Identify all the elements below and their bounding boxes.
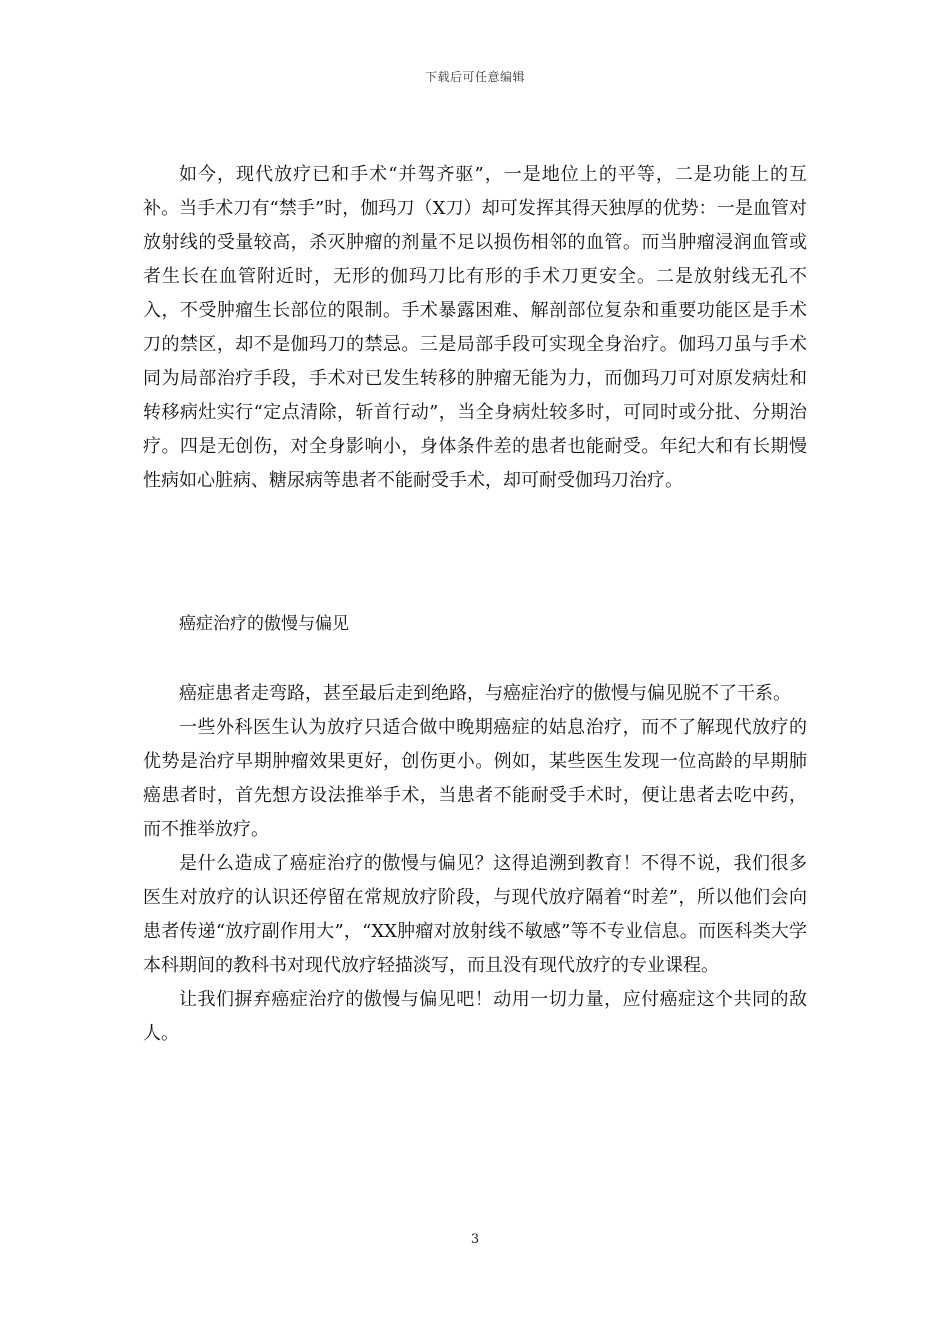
paragraph-education-cause: 是什么造成了癌症治疗的傲慢与偏见？这得追溯到教育！不得不说，我们很多医生对放疗的认识还停留在常规放疗阶段，与现代放疗隔着“时差”，所以他们会向患者传递“放疗副作用大”，“XX肿瘤对放射线不敏感”等不专业信息。而医科类大学本科期间的教科书对现代放疗轻描淡写，而且没有现代放疗的专业课程。	[143, 853, 807, 976]
page-number: 3	[470, 1232, 480, 1247]
paragraph-surgeon-views: 一些外科医生认为放疗只适合做中晚期癌症的姑息治疗，而不了解现代放疗的优势是治疗早期肿瘤效果更好，创伤更小。例如，某些医生发现一位高龄的早期肺癌患者时，首先想方设法推举手术，当患者不能耐受手术时，便让患者去吃中药，而不推举放疗。	[143, 717, 807, 840]
body-section-2	[143, 677, 807, 1051]
page-header: 下载后可任意编辑	[424, 70, 525, 84]
paragraph-radiotherapy-advantages: 如今，现代放疗已和手术“并驾齐驱”，一是地位上的平等，二是功能上的互补。当手术刀有“禁手”时，伽玛刀（X刀）却可发挥其得天独厚的优势：一是血管对放射线的受量较高，杀灭肿瘤的剂量不足以损伤相邻的血管。而当肿瘤浸润血管或者生长在血管附近时，无形的伽玛刀比有形的手术刀更安全。二是放射线无孔不入，不受肿瘤生长部位的限制。手术暴露困难、解剖部位复杂和重要功能区是手术刀的禁区，却不是伽玛刀的禁忌。三是局部手段可实现全身治疗。伽玛刀虽与手术同为局部治疗手段，手术对已发生转移的肿瘤无能为力，而伽玛刀可对原发病灶和转移病灶实行“定点清除，斩首行动”，当全身病灶较多时，可同时或分批、分期治疗。四是无创伤，对全身影响小，身体条件差的患者也能耐受。年纪大和有长期慢性病如心脏病、糖尿病等患者不能耐受手术，却可耐受伽玛刀治疗。	[143, 164, 807, 491]
paragraph-detour: 癌症患者走弯路，甚至最后走到绝路，与癌症治疗的傲慢与偏见脱不了干系。	[179, 683, 791, 704]
body-section-1	[143, 158, 807, 498]
section-heading-block	[143, 607, 807, 641]
section-heading: 癌症治疗的傲慢与偏见	[179, 614, 349, 634]
paragraph-conclusion: 让我们摒弃癌症治疗的傲慢与偏见吧！动用一切力量，应付癌症这个共同的敌人。	[143, 989, 807, 1044]
